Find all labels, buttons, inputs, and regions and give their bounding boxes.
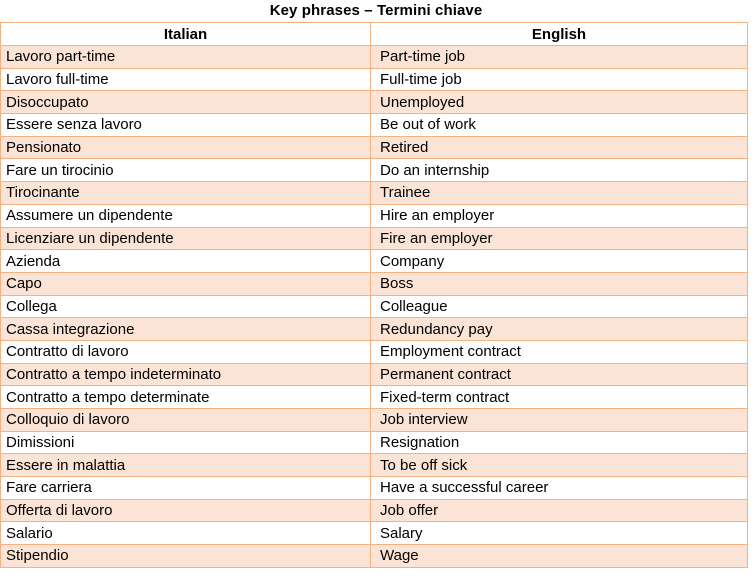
table-row <box>1 477 748 500</box>
english-cell: Part-time job <box>371 46 748 69</box>
english-cell: Fire an employer <box>371 227 748 250</box>
table-row <box>1 318 748 341</box>
table-row <box>1 295 748 318</box>
table-row <box>1 454 748 477</box>
english-cell: Job interview <box>371 409 748 432</box>
english-cell: Do an internship <box>371 159 748 182</box>
table-row <box>1 136 748 159</box>
italian-cell: Collega <box>1 295 371 318</box>
header-english: English <box>371 23 748 46</box>
table-row <box>1 499 748 522</box>
header-italian: Italian <box>1 23 371 46</box>
italian-cell: Lavoro full-time <box>1 68 371 91</box>
english-cell: Have a successful career <box>371 477 748 500</box>
italian-cell: Fare un tirocinio <box>1 159 371 182</box>
table-row <box>1 363 748 386</box>
table-title: Key phrases – Termini chiave <box>269 2 483 19</box>
italian-cell: Colloquio di lavoro <box>1 409 371 432</box>
english-cell: Boss <box>371 272 748 295</box>
phrases-table <box>0 22 748 568</box>
italian-cell: Stipendio <box>1 545 371 568</box>
table-row <box>1 250 748 273</box>
italian-cell: Licenziare un dipendente <box>1 227 371 250</box>
table-row <box>1 409 748 432</box>
english-cell: Job offer <box>371 499 748 522</box>
english-cell: Full-time job <box>371 68 748 91</box>
italian-cell: Lavoro part-time <box>1 46 371 69</box>
english-cell: Company <box>371 250 748 273</box>
italian-cell: Essere senza lavoro <box>1 114 371 137</box>
table-row <box>1 431 748 454</box>
table-row <box>1 204 748 227</box>
table-row <box>1 159 748 182</box>
english-cell: Retired <box>371 136 748 159</box>
italian-cell: Contratto a tempo indeterminato <box>1 363 371 386</box>
table-row <box>1 386 748 409</box>
english-cell: To be off sick <box>371 454 748 477</box>
italian-cell: Contratto a tempo determinate <box>1 386 371 409</box>
english-cell: Redundancy pay <box>371 318 748 341</box>
english-cell: Unemployed <box>371 91 748 114</box>
english-cell: Colleague <box>371 295 748 318</box>
italian-cell: Disoccupato <box>1 91 371 114</box>
english-cell: Resignation <box>371 431 748 454</box>
header-row <box>1 23 748 46</box>
english-cell: Be out of work <box>371 114 748 137</box>
italian-cell: Cassa integrazione <box>1 318 371 341</box>
italian-cell: Contratto di lavoro <box>1 340 371 363</box>
table-row <box>1 545 748 568</box>
table-row <box>1 522 748 545</box>
english-cell: Salary <box>371 522 748 545</box>
table-row <box>1 340 748 363</box>
italian-cell: Essere in malattia <box>1 454 371 477</box>
table-body <box>1 46 748 568</box>
english-cell: Trainee <box>371 182 748 205</box>
table-row <box>1 182 748 205</box>
table-row <box>1 114 748 137</box>
english-cell: Wage <box>371 545 748 568</box>
english-cell: Permanent contract <box>371 363 748 386</box>
table-row <box>1 272 748 295</box>
italian-cell: Offerta di lavoro <box>1 499 371 522</box>
english-cell: Employment contract <box>371 340 748 363</box>
english-cell: Fixed-term contract <box>371 386 748 409</box>
italian-cell: Capo <box>1 272 371 295</box>
english-cell: Hire an employer <box>371 204 748 227</box>
italian-cell: Salario <box>1 522 371 545</box>
table-row <box>1 46 748 69</box>
table-row <box>1 68 748 91</box>
italian-cell: Fare carriera <box>1 477 371 500</box>
table-row <box>1 227 748 250</box>
italian-cell: Assumere un dipendente <box>1 204 371 227</box>
italian-cell: Dimissioni <box>1 431 371 454</box>
italian-cell: Pensionato <box>1 136 371 159</box>
table-row <box>1 91 748 114</box>
italian-cell: Azienda <box>1 250 371 273</box>
italian-cell: Tirocinante <box>1 182 371 205</box>
